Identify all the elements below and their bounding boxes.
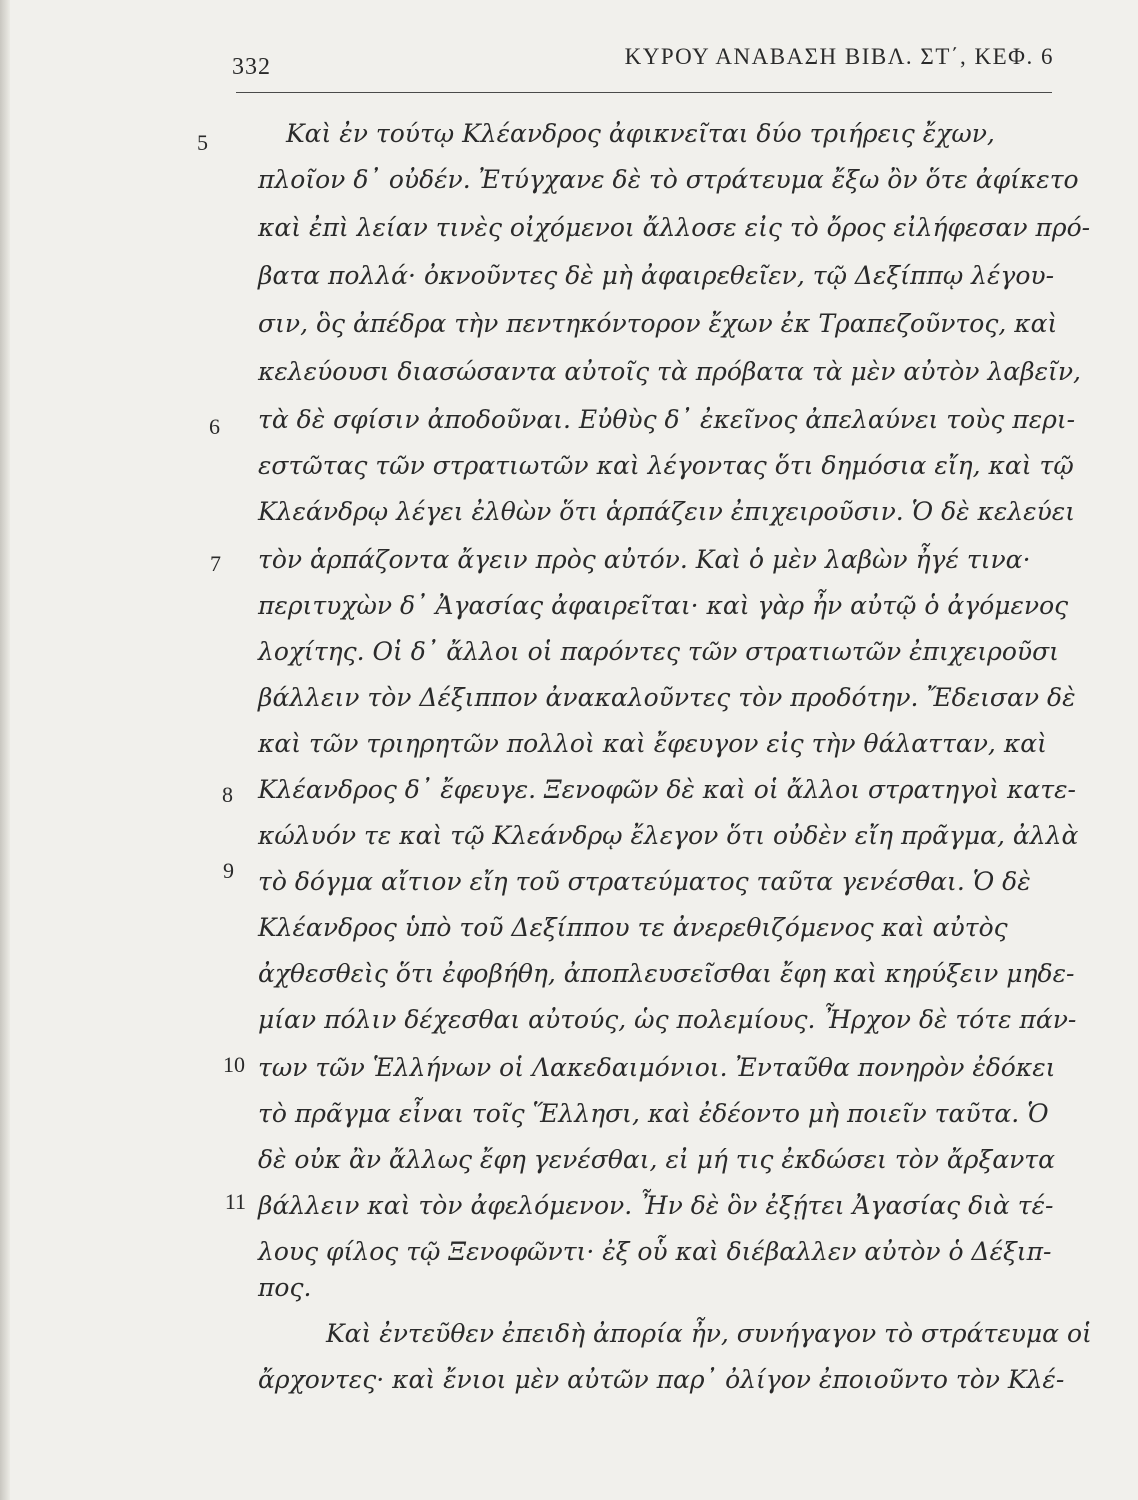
text-line: τὸ πρᾶγμα εἶναι τοῖς Ἕλλησι, καὶ ἐδέοντο μὴ ποιεῖν ταῦτα. Ὁ: [258, 1099, 1049, 1128]
section-number: 8: [222, 782, 233, 807]
text-line: Κλέανδρος δ᾽ ἔφευγε. Ξενοφῶν δὲ καὶ οἱ ἄλλοι στρατηγοὶ κατε-: [258, 775, 1076, 804]
text-line: των τῶν Ἑλλήνων οἱ Λακεδαιμόνιοι. Ἐνταῦθα πονηρὸν ἐδόκει: [258, 1053, 1056, 1082]
section-number: 5: [197, 130, 208, 155]
text-line: Κλέανδρος ὑπὸ τοῦ Δεξίππου τε ἀνερεθιζόμενος καὶ αὐτὸς: [258, 913, 1008, 942]
text-line: ἀχθεσθεὶς ὅτι ἐφοβήθη, ἀποπλευσεῖσθαι ἔφη καὶ κηρύξειν μηδε-: [258, 959, 1075, 988]
section-number: 6: [209, 414, 220, 439]
page-edge: [0, 0, 10, 1500]
text-line: περιτυχὼν δ᾽ Ἀγασίας ἀφαιρεῖται· καὶ γὰρ ἦν αὐτῷ ὁ ἀγόμενος: [258, 591, 1069, 620]
text-line: καὶ ἐπὶ λείαν τινὲς οἰχόμενοι ἄλλοσε εἰς τὸ ὄρος εἰλήφεσαν πρό-: [258, 213, 1091, 242]
section-number: 10: [223, 1052, 245, 1077]
text-line: λους φίλος τῷ Ξενοφῶντι· ἐξ οὗ καὶ διέβαλλεν αὐτὸν ὁ Δέξιπ-: [258, 1237, 1052, 1266]
text-line: Καὶ ἐν τούτῳ Κλέανδρος ἀφικνεῖται δύο τριήρεις ἔχων,: [286, 119, 995, 148]
text-line: κελεύουσι διασώσαντα αὐτοῖς τὰ πρόβατα τὰ μὲν αὐτὸν λαβεῖν,: [258, 357, 1081, 386]
text-line: κώλυόν τε καὶ τῷ Κλεάνδρῳ ἔλεγον ὅτι οὐδὲν εἴη πρᾶγμα, ἀλλὰ: [258, 821, 1079, 850]
text-line: ἄρχοντες· καὶ ἔνιοι μὲν αὐτῶν παρ᾽ ὀλίγον ἐποιοῦντο τὸν Κλέ-: [258, 1365, 1065, 1394]
text-line: τὸν ἁρπάζοντα ἄγειν πρὸς αὐτόν. Καὶ ὁ μὲν λαβὼν ἦγέ τινα·: [258, 545, 1031, 574]
text-line: βάλλειν καὶ τὸν ἀφελόμενον. Ἦν δὲ ὃν ἐξῄτει Ἀγασίας διὰ τέ-: [258, 1191, 1054, 1220]
text-line: τὸ δόγμα αἴτιον εἴη τοῦ στρατεύματος ταῦτα γενέσθαι. Ὁ δὲ: [258, 867, 1031, 896]
text-line: εστῶτας τῶν στρατιωτῶν καὶ λέγοντας ὅτι δημόσια εἴη, καὶ τῷ: [258, 451, 1074, 480]
page-header: [232, 38, 1054, 90]
header-rule: [236, 92, 1052, 93]
section-number: 9: [223, 858, 234, 883]
running-head: ΚΥΡΟΥ ΑΝΑΒΑΣΗ ΒΙΒΛ. ΣΤ΄, ΚΕΦ. 6: [624, 44, 1054, 69]
section-number: 11: [224, 1189, 246, 1214]
text-line: σιν, ὃς ἀπέδρα τὴν πεντηκόντορον ἔχων ἐκ Τραπεζοῦντος, καὶ: [258, 309, 1058, 338]
page-number: 332: [232, 54, 271, 80]
text-line: βατα πολλά· ὀκνοῦντες δὲ μὴ ἀφαιρεθεῖεν, τῷ Δεξίππῳ λέγου-: [258, 261, 1055, 290]
text-line: πος.: [258, 1273, 312, 1302]
text-line: καὶ τῶν τριηρητῶν πολλοὶ καὶ ἔφευγον εἰς τὴν θάλατταν, καὶ: [258, 729, 1047, 758]
text-line: μίαν πόλιν δέχεσθαι αὐτούς, ὡς πολεμίους. Ἦρχον δὲ τότε πάν-: [258, 1005, 1077, 1034]
text-line: τὰ δὲ σφίσιν ἀποδοῦναι. Εὐθὺς δ᾽ ἐκεῖνος ἀπελαύνει τοὺς περι-: [258, 405, 1076, 434]
text-line: βάλλειν τὸν Δέξιππον ἀνακαλοῦντες τὸν προδότην. Ἔδεισαν δὲ: [258, 683, 1076, 712]
text-line: δὲ οὐκ ἂν ἄλλως ἔφη γενέσθαι, εἰ μή τις ἐκδώσει τὸν ἄρξαντα: [258, 1145, 1056, 1174]
text-line: πλοῖον δ᾽ οὐδέν. Ἐτύγχανε δὲ τὸ στράτευμα ἔξω ὂν ὅτε ἀφίκετο: [258, 165, 1079, 194]
text-line: λοχίτης. Οἱ δ᾽ ἄλλοι οἱ παρόντες τῶν στρατιωτῶν ἐπιχειροῦσι: [258, 637, 1059, 666]
text-line: Κλεάνδρῳ λέγει ἐλθὼν ὅτι ἁρπάζειν ἐπιχειροῦσιν. Ὁ δὲ κελεύει: [258, 497, 1075, 526]
section-number: 7: [210, 551, 221, 576]
text-line: Καὶ ἐντεῦθεν ἐπειδὴ ἀπορία ἦν, συνήγαγον τὸ στράτευμα οἱ: [326, 1319, 1092, 1348]
